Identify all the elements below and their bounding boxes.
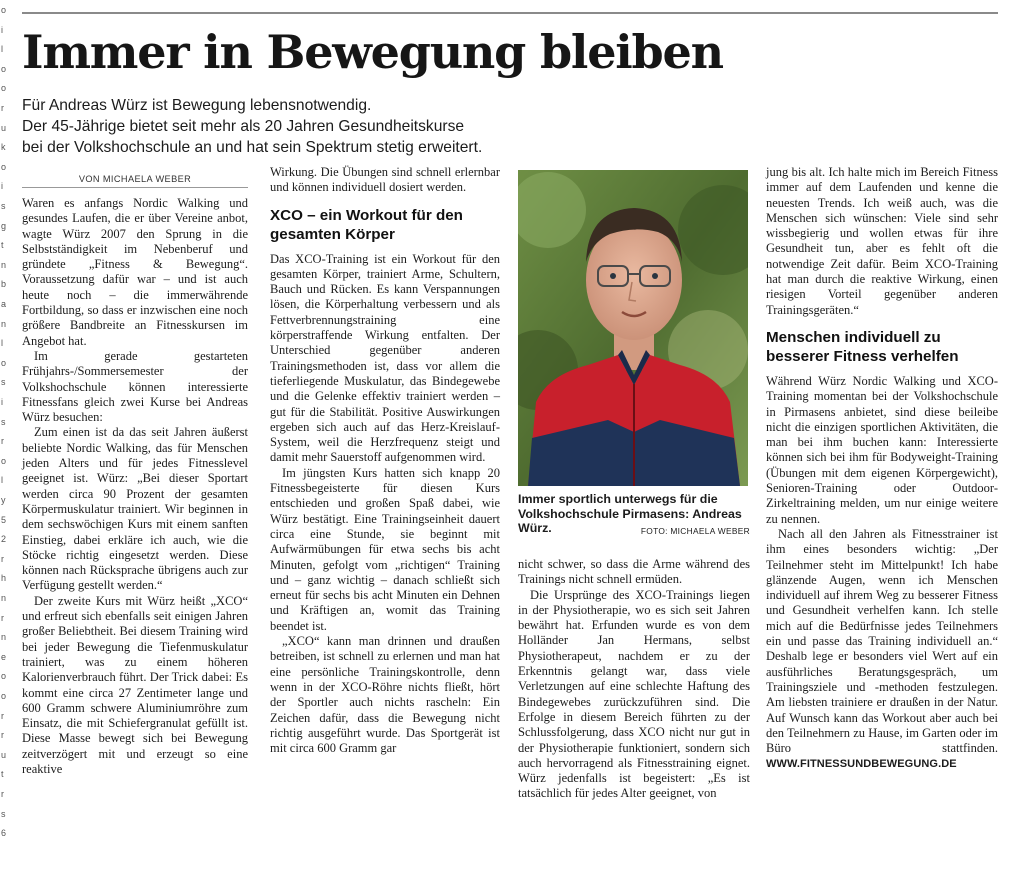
paragraph (766, 527, 998, 773)
gutter-letter: b (1, 279, 7, 290)
paragraph: jung bis alt. Ich halte mich im Bereich Fitness immer auf dem Laufenden und kenne die neuesten Trends. Ich weiß auch, was die Menschen sich wünschen: Viele sind sehr wissbegierig und wollen etwas für ihre Gesundheit tun, aber es fehlt oft die notwendige Zeit dafür. Beim XCO-Training hat man durch die reaktive Wirkung, einen riesigen Vorteil gegenüber anderen Trainingsgeräten.“ (766, 165, 998, 317)
byline: VON MICHAELA WEBER (78, 174, 192, 184)
gutter-letter: y (1, 495, 6, 505)
gutter-letter: 6 (1, 828, 7, 839)
article-column-4 (766, 165, 998, 773)
gutter-letter: 5 (1, 514, 7, 525)
gutter-letter: i (1, 397, 3, 407)
gutter-letter: o (1, 357, 7, 368)
gutter-letter: s (1, 201, 6, 211)
gutter-letter: o (1, 691, 7, 701)
gutter-letter: r (1, 103, 4, 113)
gutter-letter: i (1, 24, 3, 35)
gutter-letter: o (1, 5, 7, 15)
gutter-letter: u (1, 749, 7, 760)
paragraph: Im gerade gestarteten Frühjahrs-/Sommersemester der Volkshochschule können interessierte Fitnessfans gleich zwei Kurse bei Andreas Würz besuchen: (22, 348, 248, 425)
gutter-letter: n (1, 259, 7, 270)
gutter-letter: r (1, 553, 4, 564)
paragraph: Waren es anfangs Nordic Walking und gesundes Laufen, die er über Vereine anbot, wagte Würz 2007 den Sprung in die Selbstständigkeit im Nebenberuf und gründete „Fitness & Bewegung“. Voraussetzung dafür war – und ist auch heute noch – die immerwährende Fortbildung, so dass er inzwischen eine noch größere Bandbreite an Fitnesskursen im Angebot hat. (22, 196, 248, 348)
section-heading-people: Menschen individuell zu besserer Fitness verhelfen (766, 328, 959, 365)
subheadline-line: Für Andreas Würz ist Bewegung lebensnotwendig. (22, 97, 372, 114)
gutter-letter: t (1, 240, 4, 251)
photo-caption (518, 492, 750, 539)
article-column-2 (270, 165, 500, 756)
photo-credit: FOTO: MICHAELA WEBER (640, 526, 750, 537)
subheadline (22, 95, 622, 158)
gutter-letter: n (1, 593, 7, 603)
article-column-1 (22, 196, 248, 777)
gutter-letter: s (1, 416, 6, 427)
headline: Immer in Bewegung bleiben (22, 25, 723, 79)
article-column-3 (518, 557, 750, 802)
paragraph: Der zweite Kurs mit Würz heißt „XCO“ und erfreut sich ebenfalls seit einigen Jahren großer Beliebtheit. Bei diesem Training wird bei jeder Bewegung die Tiefenmuskulatur trainiert, was zu einem höheren Kalorienverbrauch führt. Der Trick dabei: Es kommt eine circa 27 Zentimeter lange und 600 Gramm schwere Aluminiumröhre zum Einsatz, die mit Schiefergranulat gefüllt ist. Diese Masse bewegt sich bei Bewegung zeitverzögert mit und erzeugt so eine reaktive (22, 593, 248, 776)
gutter-letter: 2 (1, 534, 7, 545)
paragraph: Während Würz Nordic Walking und XCO-Training momentan bei der Volkshochschule in Pirmasens anbietet, sind diese beileibe nicht die einzigen sportlichen Aktivitäten, die man bei ihm buchen kann: Interessierte können sich bei ihm für Bodyweight-Training (Übungen mit dem eigenen Körpergewicht), Senioren-Training oder Outdoor-Zirkeltraining melden, um nur einige weitere zu nennen. (766, 373, 998, 526)
gutter-letter: r (1, 710, 4, 721)
gutter-letter: t (1, 769, 4, 780)
gutter-letter: l (1, 338, 3, 349)
gutter-letter: l (1, 44, 3, 55)
gutter-letter: g (1, 220, 7, 231)
left-margin-cutoff-text (0, 0, 14, 870)
gutter-letter: o (1, 161, 7, 172)
caption-text: Immer sportlich unterwegs für die Volkshochschule Pirmasens: Andreas Würz. (518, 492, 742, 536)
paragraph: Im jüngsten Kurs hatten sich knapp 20 Fitnessbegeisterte für diesen Kurs entschieden und großen Spaß dabei, wie Würz bestätigt. Eine Trainingseinheit dauert circa eine Stunde, sie beginnt mit Aufwärmübungen für etwa sechs bis acht Minuten, gefolgt vom „richtigen“ Training und – ganz wichtig – danach schließt sich erneut für sechs bis acht Minuten ein Dehnen und Kräftigen an, womit das Training beendet ist. (270, 465, 500, 633)
top-rule (22, 12, 998, 14)
byline-rule (22, 187, 248, 188)
portrait-illustration (518, 170, 748, 486)
gutter-letter: r (1, 436, 4, 447)
gutter-letter: o (1, 455, 7, 466)
gutter-letter: a (1, 299, 7, 309)
gutter-letter: h (1, 573, 7, 584)
portrait-photo (518, 170, 748, 486)
section-heading-xco: XCO – ein Workout für den gesamten Körper (270, 206, 463, 243)
paragraph: nicht schwer, so dass die Arme während des Trainings nicht schnell ermüden. (518, 557, 750, 587)
gutter-letter: l (1, 475, 3, 486)
gutter-letter: e (1, 651, 7, 662)
paragraph-text: Nach all den Jahren als Fitnesstrainer ist ihm eines besonders wichtig: „Der Teilnehmer steht im Mittelpunkt! Ich habe glänzende Augen, wenn ich Menschen individuell auf ihrem Weg zu besserer Fitness und Gesundheit verhelfen kann. Ich stelle mich auf die Bedürfnisse jedes Teilnehmers ein und passe das Training individuell an.“ Deshalb lege er besonders viel Wert auf ein ausführliches Beratungsgespräch, um Trainingsziele und -methoden festzulegen. Am liebsten trainiere er draußen in der Natur. Auf Wunsch kann das Workout aber auch bei den Teilnehmern zu Hause, im Garten oder im Büro stattfinden. (766, 526, 998, 756)
gutter-letter: s (1, 808, 6, 819)
gutter-letter: r (1, 612, 4, 623)
gutter-letter: o (1, 63, 7, 74)
paragraph: Das XCO-Training ist ein Workout für den gesamten Körper, trainiert Arme, Schultern, Bauch und Rücken. Es kann Verspannungen lösen, die Körperhaltung verbessern und als Fettverbrennungstraining eine körperstraffende Wirkung entfalten. Der Unterschied gegenüber anderen Trainingsmethoden ist, dass vor allem die tieferliegende Muskulatur, das Bindegewebe und die Gelenke effektiv trainiert werden – gut für die Stabilität. Positive Auswirkungen ergeben sich auch auf das Herz-Kreislauf-System, weil die Herzfrequenz steigt und damit mehr Sauerstoff aufgenommen wird. (270, 251, 500, 465)
paragraph: Die Ursprünge des XCO-Trainings liegen in der Physiotherapie, wo es sich seit Jahren bewährt hat. Erfunden wurde es von dem Holländer Jan Hermans, selbst Physiotherapeut, nachdem er zu der Erkenntnis gelangt war, dass viele Verletzungen auf eine schlechte Haftung des Bindegewebes zurückzuführen sind. Die Erfolge in diesem Bereich führten zu der Schlussfolgerung, dass XCO nicht nur gut in der Physiotherapie funktioniert, sondern sich auch hervorragend als Fitnesstraining eignet. Würz jedenfalls ist begeistert: „Es ist tatsächlich für jedes Alter geeignet, von (518, 587, 750, 801)
gutter-letter: r (1, 730, 4, 741)
subheadline-line: Der 45-Jährige bietet seit mehr als 20 Jahren Gesundheitskurse (22, 118, 465, 135)
gutter-letter: n (1, 632, 7, 643)
paragraph: Wirkung. Die Übungen sind schnell erlernbar und können individuell dosiert werden. (270, 165, 500, 195)
paragraph: Zum einen ist da das seit Jahren äußerst beliebte Nordic Walking, das für Menschen jeden Alters und für jedes Fitnesslevel geeignet ist. Würz: „Bei dieser Sportart werden circa 90 Prozent der gesamten Körpermuskulatur trainiert. Wir beginnen in dem sechswöchigen Kurs mit einem sanften Einstieg, dabei erkläre ich auch, wie die Stöcke richtig eingesetzt werden. Diese können nach Rücksprache übrigens auch zur Verfügung gestellt werden.“ (22, 425, 248, 593)
gutter-letter: o (1, 83, 7, 94)
gutter-letter: s (1, 377, 6, 388)
gutter-letter: n (1, 318, 7, 329)
gutter-letter: u (1, 122, 7, 133)
gutter-letter: o (1, 671, 7, 682)
gutter-letter: k (1, 142, 6, 153)
gutter-letter: r (1, 789, 4, 799)
subheadline-line: bei der Volkshochschule an und hat sein Spektrum stetig erweitert. (22, 139, 483, 156)
website-url: WWW.FITNESSUNDBEWEGUNG.DE (766, 758, 957, 771)
paragraph: „XCO“ kann man drinnen und draußen betreiben, ist schnell zu erlernen und man hat eine persönliche Trainingskontrolle, denn wenn in der XCO-Röhre nichts fließt, hört der Sportler auch nichts rascheln: Ein Zeichen dafür, dass die Bewegung nicht richtig ausgeführt wurde. Das Sportgerät ist mit circa 600 Gramm gar (270, 634, 500, 756)
gutter-letter: i (1, 181, 3, 192)
